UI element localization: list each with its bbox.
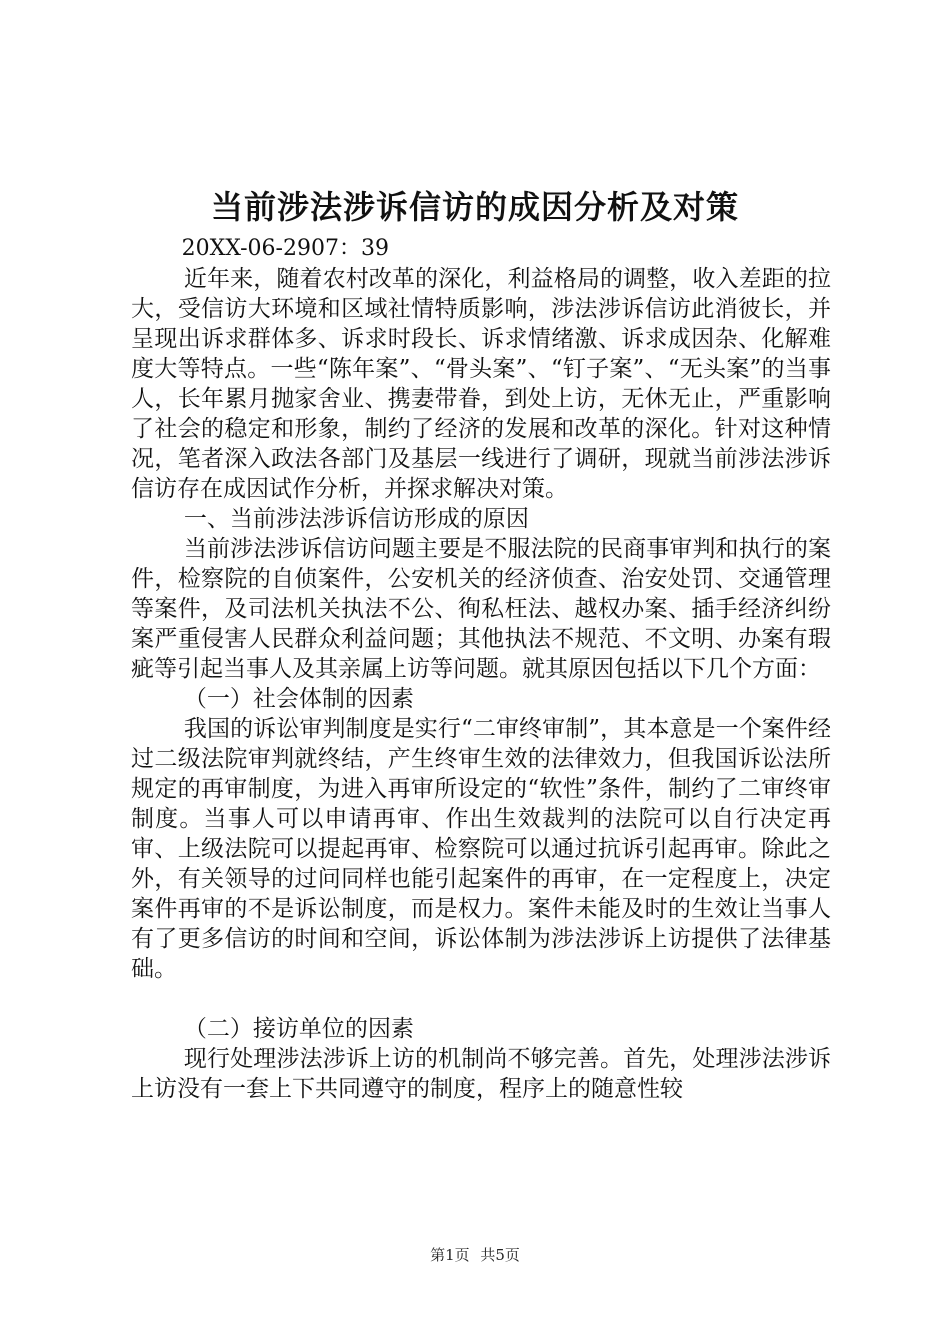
publish-date: 20XX-06-2907：39 xyxy=(181,236,389,261)
paragraph-spacer xyxy=(131,984,831,1014)
paragraph-social-system: 我国的诉讼审判制度是实行“二审终审制”，其本意是一个案件经过二级法院审判就终结，产生终审生效的法律效力，但我国诉讼法所规定的再审制度，为进入再审所设定的“软性”条件，制约了二审终审制度。当事人可以申请再审、作出生效裁判的法院可以自行决定再审、上级法院可以提起再审、检察院可以通过抗诉引起再审。除此之外，有关领导的过问同样也能引起案件的再审，在一定程度上，决定案件再审的不是诉讼制度，而是权力。案件未能及时的生效让当事人有了更多信访的时间和空间，诉讼体制为涉法涉诉上访提供了法律基础。 xyxy=(131,716,831,982)
page-footer xyxy=(0,1244,950,1265)
paragraph-reception-units: 现行处理涉法涉诉上访的机制尚不够完善。首先，处理涉法涉诉上访没有一套上下共同遵守的制度，程序上的随意性较 xyxy=(131,1046,831,1102)
section-heading-1: 一、当前涉法涉诉信访形成的原因 xyxy=(183,506,529,532)
document-title: 当前涉法涉诉信访的成因分析及对策 xyxy=(210,188,739,226)
paragraph-causes: 当前涉法涉诉信访问题主要是不服法院的民商事审判和执行的案件，检察院的自侦案件，公安机关的经济侦查、治安处罚、交通管理等案件，及司法机关执法不公、徇私枉法、越权办案、插手经济纠纷案严重侵害人民群众利益问题；其他执法不规范、不文明、办案有瑕疵等引起当事人及其亲属上访等问题。就其原因包括以下几个方面： xyxy=(131,536,831,682)
page-number: 第1页 xyxy=(430,1246,470,1264)
subsection-heading-1: （一）社会体制的因素 xyxy=(183,686,414,712)
subsection-heading-2: （二）接访单位的因素 xyxy=(183,1016,414,1042)
document-body xyxy=(131,234,831,1104)
page-total: 共5页 xyxy=(480,1246,520,1264)
paragraph-intro: 近年来，随着农村改革的深化，利益格局的调整，收入差距的拉大，受信访大环境和区域社情特质影响，涉法涉诉信访此消彼长，并呈现出诉求群体多、诉求时段长、诉求情绪激、诉求成因杂、化解难度大等特点。一些“陈年案”、“骨头案”、“钉子案”、“无头案”的当事人，长年累月抛家舍业、携妻带眷，到处上访，无休无止，严重影响了社会的稳定和形象，制约了经济的发展和改革的深化。针对这种情况，笔者深入政法各部门及基层一线进行了调研，现就当前涉法涉诉信访存在成因试作分析，并探求解决对策。 xyxy=(131,266,831,502)
